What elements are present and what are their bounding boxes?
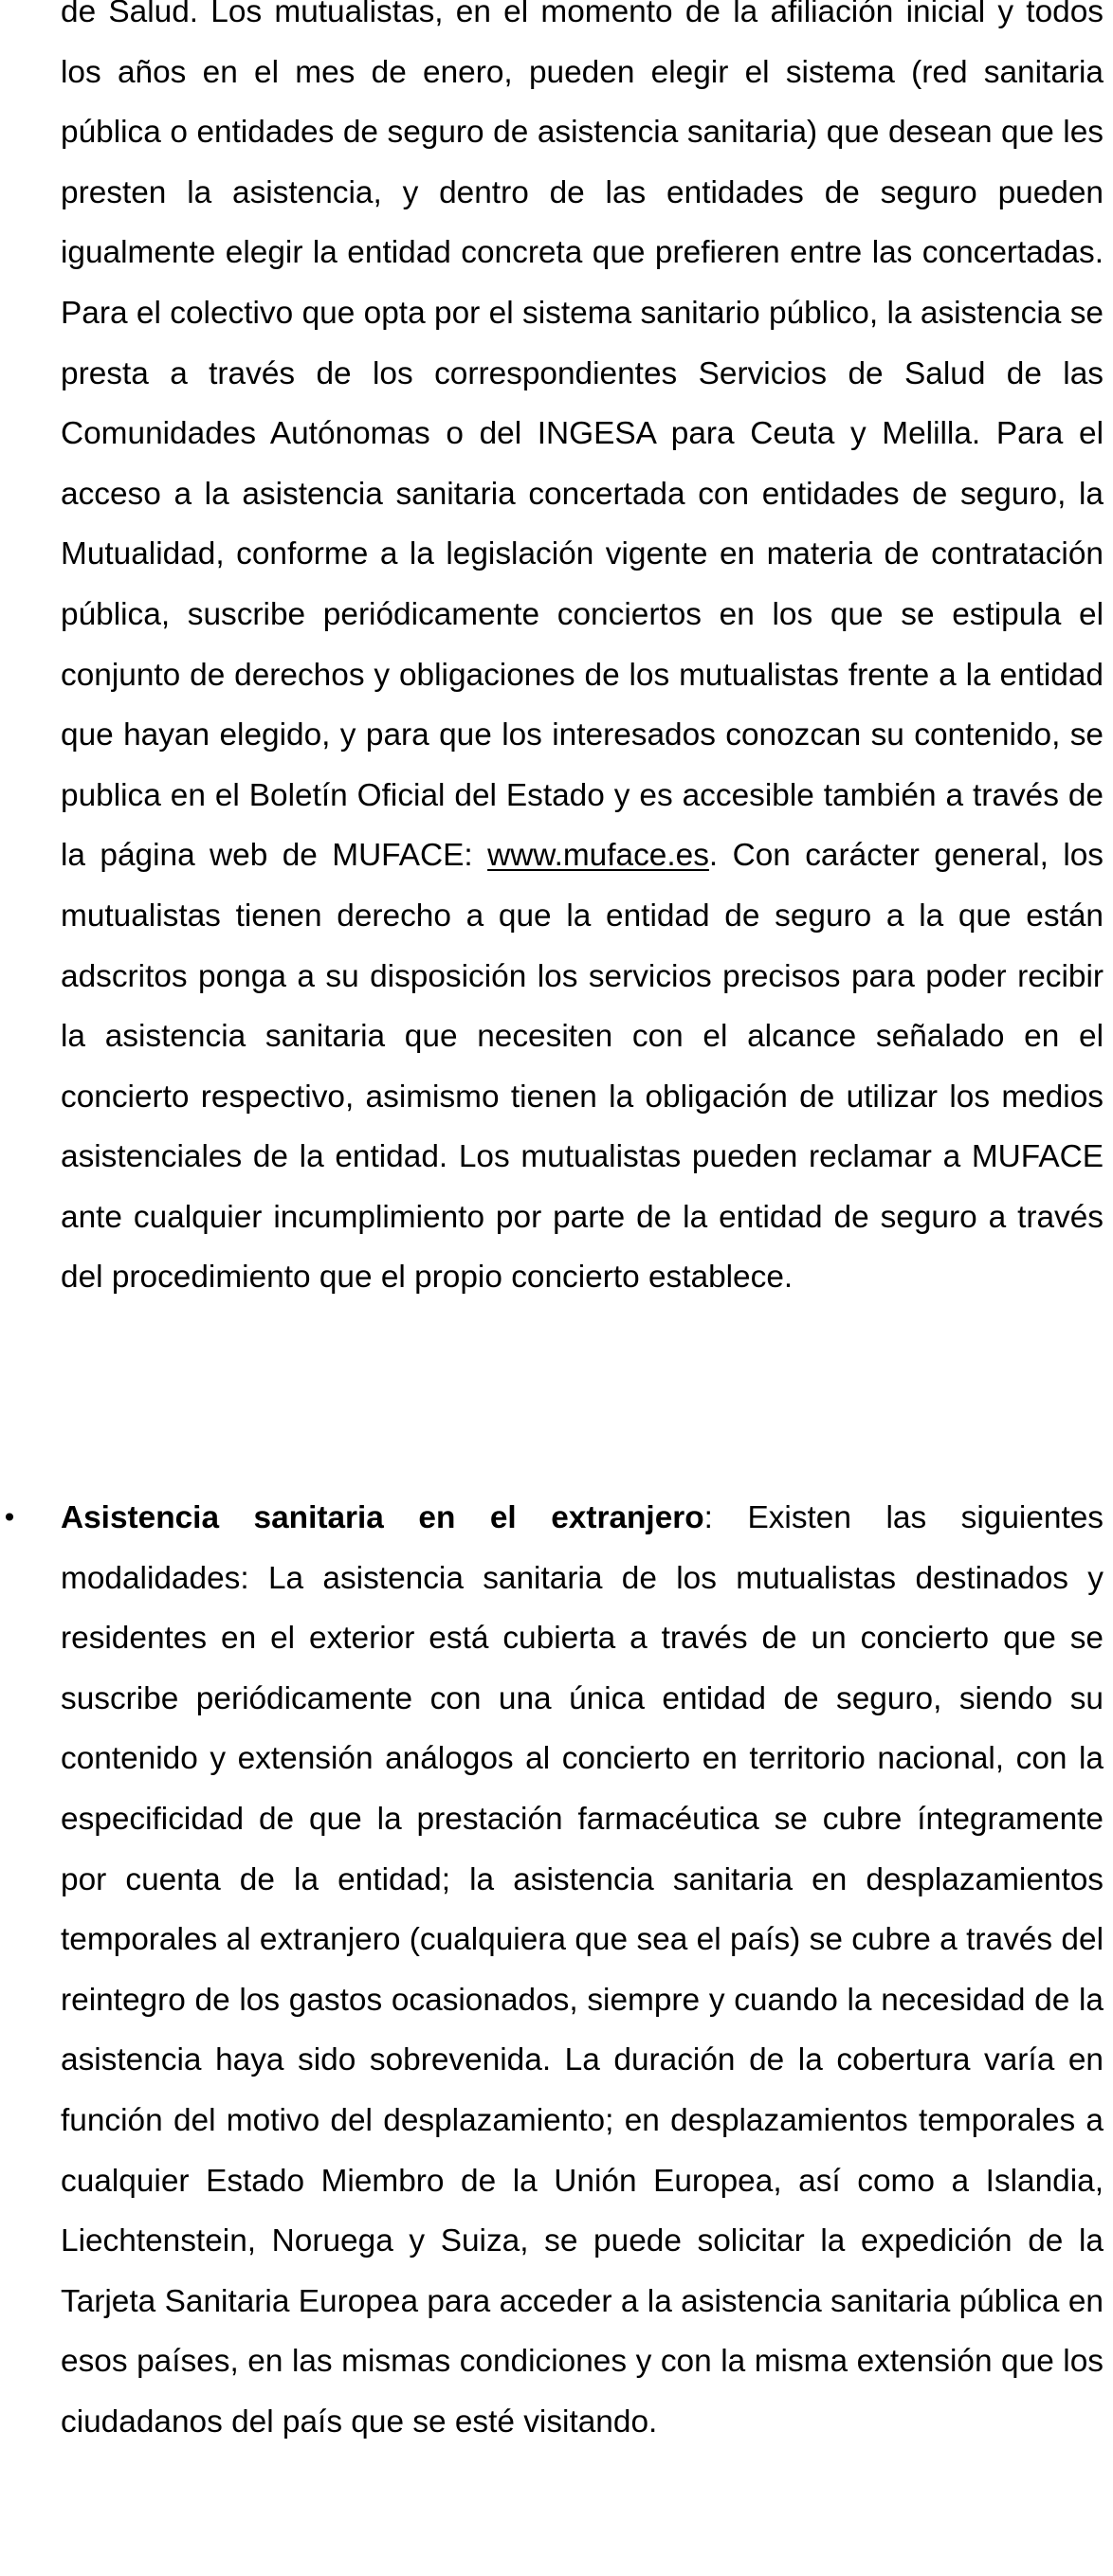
muface-website-link[interactable]: www.muface.es [487,838,709,874]
bullet-list-item [1,1488,1104,2453]
paragraph-text-start: de Salud. Los mutualistas, en el momento de la afiliación inicial y todos los años en el mes de enero, pueden elegir el sistema (red sanitaria pública o entidades de seguro de asistencia sanitaria) que desean que les presten la asistencia, y dentro de las entidades de seguro pueden igualmente elegir la entidad concreta que prefieren entre las concertadas. Para el colectivo que opta por el sistema sanitario público, la asistencia se presta a través de los correspondientes Servicios de Salud de las Comunidades Autónomas o del INGESA para Ceuta y Melilla. Para el acceso a la asistencia sanitaria concertada con entidades de seguro, la Mutualidad, conforme a la legislación vigente en materia de contratación pública, suscribe periódicamente conciertos en los que se estipula el conjunto de derechos y obligaciones de los mutualistas frente a la entidad que hayan elegido, y para que los interesados conozcan su contenido, se publica en el Boletín Oficial del Estado y es accesible también a través de la página web de MUFACE: [61,0,1104,874]
bullet-body-text: : Existen las siguientes modalidades: La asistencia sanitaria de los mutualistas destinados y residentes en el exterior está cubierta a través de un concierto que se suscribe periódicamente con una única entidad de seguro, siendo su contenido y extensión análogos al concierto en territorio nacional, con la especificidad de que la prestación farmacéutica se cubre íntegramente por cuenta de la entidad; la asistencia sanitaria en desplazamientos temporales al extranjero (cualquiera que sea el país) se cubre a través del reintegro de los gastos ocasionados, siempre y cuando la necesidad de la asistencia haya sido sobrevenida. La duración de la cobertura varía en función del motivo del desplazamiento; en desplazamientos temporales a cualquier Estado Miembro de la Unión Europea, así como a Islandia, Liechtenstein, Noruega y Suiza, se puede solicitar la expedición de la Tarjeta Sanitaria Europea para acceder a la asistencia sanitaria pública en esos países, en las mismas condiciones y con la misma extensión que los ciudadanos del país que se esté visitando. [61,1500,1104,2440]
bullet-heading: Asistencia sanitaria en el extranjero [61,1500,704,1535]
bullet-icon: • [1,1502,18,1533]
body-paragraph [61,0,1104,1308]
paragraph-text-end: . Con carácter general, los mutualistas tienen derecho a que la entidad de seguro a la que están adscritos ponga a su disposición los servicios precisos para poder recibir la asistencia sanitaria que necesiten con el alcance señalado en el concierto respectivo, asimismo tienen la obligación de utilizar los medios asistenciales de la entidad. Los mutualistas pueden reclamar a MUFACE ante cualquier incumplimiento por parte de la entidad de seguro a través del procedimiento que el propio concierto establece. [61,838,1104,1296]
